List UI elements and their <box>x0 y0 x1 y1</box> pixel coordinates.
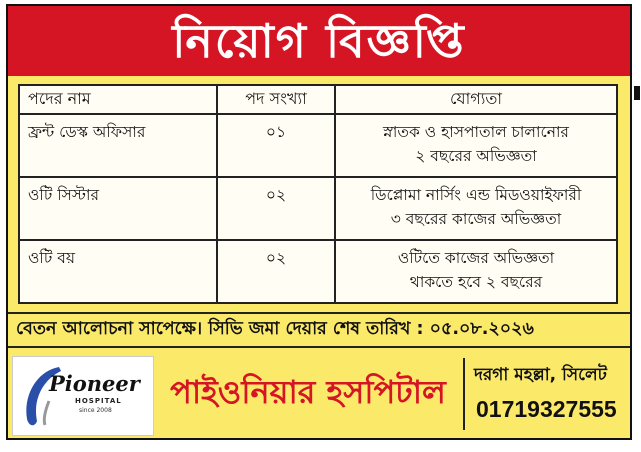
post-name: ওটি সিস্টার <box>19 177 217 240</box>
qualification-line: থাকতে হবে ২ বছরের <box>409 273 543 291</box>
edge-mark <box>634 86 640 100</box>
table-row <box>19 114 617 177</box>
post-count: ০১ <box>217 114 335 177</box>
qualification-line: ২ বছরের অভিজ্ঞতা <box>415 147 537 165</box>
qualification-line: স্নাতক ও হাসপাতাল চালানোর <box>383 123 569 141</box>
table-row <box>19 240 617 303</box>
hospital-footer <box>8 350 630 438</box>
qualification <box>335 177 617 240</box>
phone-number: 01719327555 <box>476 396 617 422</box>
qualification-line: ডিপ্লোমা নার্সিং এন্ড মিডওয়াইফারী <box>370 186 582 204</box>
job-advertisement <box>6 4 632 440</box>
post-name: ফ্রন্ট ডেস্ক অফিসার <box>19 114 217 177</box>
logo-subtitle: HOSPITAL <box>75 397 122 405</box>
salary-deadline-note: বেতন আলোচনা সাপেক্ষে। সিভি জমা দেয়ার শেষ তারিখ : ০৫.০৮.২০২৬ <box>8 312 630 348</box>
hospital-address: দরগা মহল্লা, সিলেট <box>474 365 607 385</box>
headline-banner <box>8 6 630 76</box>
post-count: ০২ <box>217 177 335 240</box>
hospital-name: পাইওনিয়ার হসপিটাল <box>170 373 446 411</box>
post-count: ০২ <box>217 240 335 303</box>
header-count: পদ সংখ্যা <box>217 85 335 114</box>
qualification-line: ওটিতে কাজের অভিজ্ঞতা <box>397 249 555 267</box>
qualification <box>335 240 617 303</box>
hospital-logo <box>12 356 154 436</box>
divider <box>463 358 465 430</box>
table-row <box>19 177 617 240</box>
qualification <box>335 114 617 177</box>
qualification-line: ৩ বছরের কাজের অভিজ্ঞতা <box>390 210 562 228</box>
headline: নিয়োগ বিজ্ঞপ্তি <box>172 14 466 68</box>
header-qualification: যোগ্যতা <box>335 85 617 114</box>
logo-since: since 2008 <box>79 407 112 414</box>
header-post: পদের নাম <box>19 85 217 114</box>
logo-wordmark: Pioneer <box>49 371 140 396</box>
table-header-row <box>19 85 617 114</box>
post-name: ওটি বয় <box>19 240 217 303</box>
vacancy-table-wrap <box>18 84 618 304</box>
vacancy-table <box>18 84 618 304</box>
